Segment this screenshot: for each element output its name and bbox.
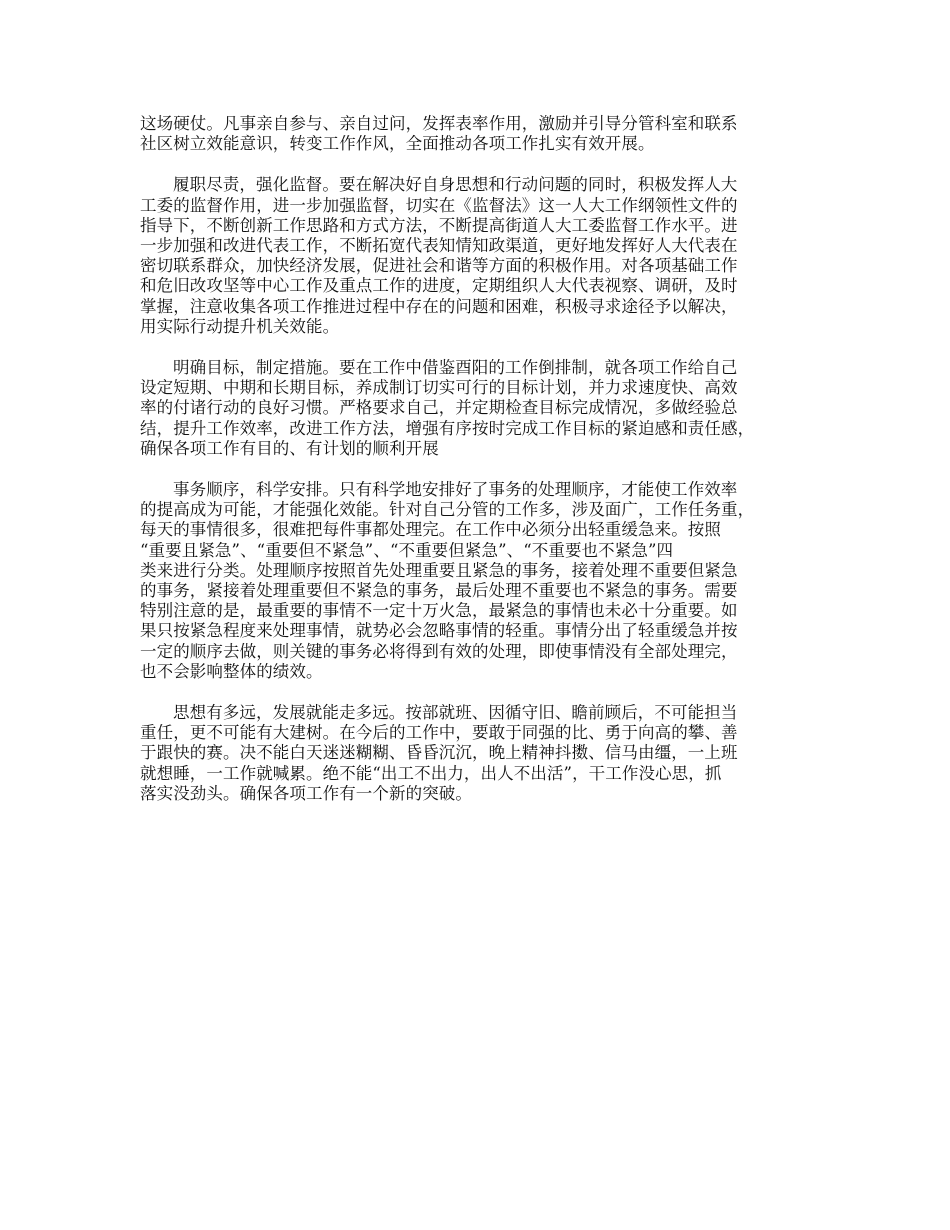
text-line: 重任，更不可能有大建树。在今后的工作中，要敢于同强的比、勇于向高的攀、善	[140, 723, 738, 743]
text-line: 特别注意的是，最重要的事情不一定十万火急，最紧急的事情也未必十分重要。如	[140, 601, 738, 621]
text-line: 率的付诸行动的良好习惯。严格要求自己，并定期检查目标完成情况，多做经验总	[140, 398, 738, 418]
text-line: 工委的监督作用，进一步加强监督，切实在《监督法》这一人大工作纲领性文件的	[140, 195, 738, 215]
text-line: 密切联系群众，加快经济发展，促进社会和谐等方面的积极作用。对各项基础工作	[140, 256, 738, 276]
paragraph-5	[140, 703, 823, 804]
text-line: 思想有多远，发展就能走多远。按部就班、因循守旧、瞻前顾后，不可能担当	[173, 703, 738, 723]
text-line: 于跟快的赛。决不能白天迷迷糊糊、昏昏沉沉，晚上精神抖擞、信马由缰，一上班	[140, 743, 738, 763]
text-line: 就想睡，一工作就喊累。绝不能“出工不出力，出人不出活”，干工作没心思，抓	[140, 763, 722, 783]
text-line: 一定的顺序去做，则关键的事务必将得到有效的处理，即使事情没有全部处理完，	[140, 641, 738, 661]
text-line: 类来进行分类。处理顺序按照首先处理重要且紧急的事务，接着处理不重要但紧急	[140, 560, 738, 580]
text-line: 事务顺序，科学安排。只有科学地安排好了事务的处理顺序，才能使工作效率	[173, 480, 738, 500]
paragraph-3	[140, 358, 823, 459]
text-line: 也不会影响整体的绩效。	[140, 661, 323, 681]
text-line: 每天的事情很多，很难把每件事都处理完。在工作中必须分出轻重缓急来。按照	[140, 520, 721, 540]
text-line: 果只按紧急程度来处理事情，就势必会忽略事情的轻重。事情分出了轻重缓急并按	[140, 621, 738, 641]
text-line: 确保各项工作有目的、有计划的顺利开展	[140, 438, 439, 458]
text-line: 这场硬仗。凡事亲自参与、亲自过问，发挥表率作用，激励并引导分管科室和联系	[140, 114, 738, 133]
paragraph-2	[140, 175, 823, 337]
text-line: 明确目标，制定措施。要在工作中借鉴酉阳的工作倒排制，就各项工作给自己	[173, 358, 738, 378]
text-line: 的提高成为可能，才能强化效能。针对自己分管的工作多，涉及面广，工作任务重，	[140, 500, 755, 520]
text-line: 和危旧改攻坚等中心工作及重点工作的进度，定期组织人大代表视察、调研，及时	[140, 276, 738, 296]
text-line: 社区树立效能意识，转变工作作风，全面推动各项工作扎实有效开展。	[140, 134, 655, 154]
paragraph-4	[140, 480, 823, 682]
text-line: 用实际行动提升机关效能。	[140, 316, 340, 336]
text-line: “重要且紧急”、“重要但不紧急”、“不重要但紧急”、“不重要也不紧急”四	[140, 540, 674, 560]
text-line: 的事务，紧接着处理重要但不紧急的事务，最后处理不重要也不紧急的事务。需要	[140, 581, 738, 601]
text-line: 落实没劲头。确保各项工作有一个新的突破。	[140, 783, 472, 803]
text-line: 掌握，注意收集各项工作推进过程中存在的问题和困难，积极寻求途径予以解决，	[140, 296, 738, 316]
document-page	[140, 114, 823, 825]
text-line: 设定短期、中期和长期目标，养成制订切实可行的目标计划，并力求速度快、高效	[140, 378, 738, 398]
text-line: 履职尽责，强化监督。要在解决好自身思想和行动问题的同时，积极发挥人大	[173, 175, 738, 195]
paragraph-1	[140, 114, 823, 154]
text-line: 指导下，不断创新工作思路和方式方法，不断提高街道人大工委监督工作水平。进	[140, 215, 738, 235]
text-line: 一步加强和改进代表工作，不断拓宽代表知情知政渠道，更好地发挥好人大代表在	[140, 236, 738, 256]
text-line: 结，提升工作效率，改进工作方法，增强有序按时完成工作目标的紧迫感和责任感，	[140, 418, 755, 438]
